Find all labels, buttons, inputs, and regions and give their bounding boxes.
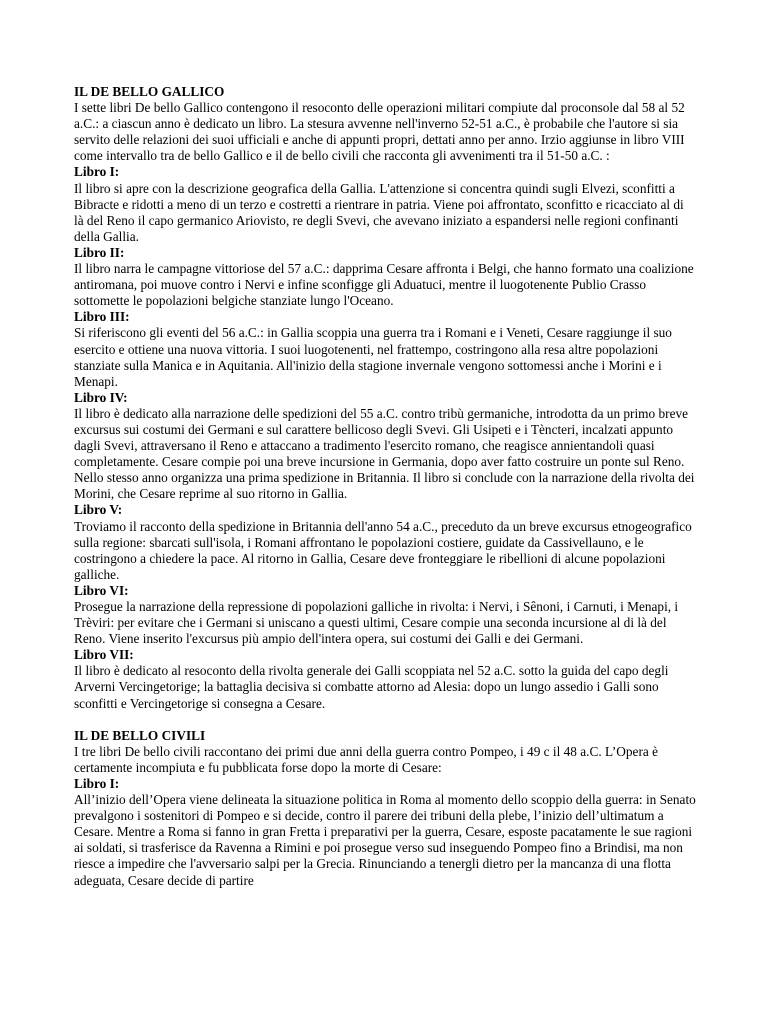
gallico-book-7-heading: Libro VII:	[74, 647, 134, 663]
document-page	[74, 84, 696, 889]
gallico-book-2-text: Il libro narra le campagne vittoriose del 57 a.C.: dapprima Cesare affronta i Belgi, che hanno formato una coalizione antiromana, poi muove contro i Nervi e infine sconfigge gli Aduatuci, mentre il luogotenente Publio Crasso sottomette le popolazioni belgiche stanziate lungo l'Oceano.	[74, 261, 694, 309]
gallico-book-7-text: Il libro è dedicato al resoconto della rivolta generale dei Galli scoppiata nel 52 a.C. sotto la guida del capo degli Arverni Vercingetorige; la battaglia decisiva si combatte attorno ad Alesia: dopo un lungo assedio i Galli sono sconfitti e Vercingetorige si consegna a Cesare.	[74, 663, 669, 711]
gallico-book-3-heading: Libro III:	[74, 309, 130, 325]
gallico-book-3-text: Si riferiscono gli eventi del 56 a.C.: in Gallia scoppia una guerra tra i Romani e i Veneti, Cesare raggiunge il suo esercito e ottiene una nuova vittoria. I suoi luogotenenti, nel frattempo, costringono alla resa altre popolazioni stanziate sulla Manica e in Aquitania. All'inizio della stagione invernale vengono sottomessi anche i Morini e i Menapi.	[74, 325, 672, 389]
gallico-book-2-heading: Libro II:	[74, 244, 125, 260]
section-title-civili: IL DE BELLO CIVILI	[74, 727, 206, 743]
section-title-gallico: IL DE BELLO GALLICO	[74, 84, 225, 99]
civili-book-1-text: All’inizio dell’Opera viene delineata la situazione politica in Roma al momento dello scoppio della guerra: in Senato prevalgono i sostenitori di Pompeo e si decide, contro il parere dei tribuni della plebe, l’inizio dell’ultimatum a Cesare. Mentre a Roma si fanno in gran Fretta i preparativi per la guerra, Cesare, esposte pacatamente le sue ragioni ai soldati, si trasferisce da Ravenna a Rimini e poi prosegue verso sud inseguendo Pompeo fino a Brindisi, ma non riesce a impedire che l'avversario salpi per la Grecia. Rinunciando a tenergli dietro per la mancanza di una flotta adeguata, Cesare decide di partire	[74, 792, 696, 888]
gallico-book-1-text: Il libro si apre con la descrizione geografica della Gallia. L'attenzione si concentra quindi sugli Elvezi, sconfitti a Bibracte e ridotti a meno di un terzo e costretti a rientrare in patria. Viene poi affrontato, sconfitto e ricacciato al di là del Reno il capo germanico Ariovisto, re degli Svevi, che avevano iniziato a espandersi nelle regioni confinanti della Gallia.	[74, 180, 684, 244]
civili-book-1-heading: Libro I:	[74, 775, 120, 791]
gallico-book-5-heading: Libro V:	[74, 502, 123, 518]
gallico-book-6-text: Prosegue la narrazione della repressione di popolazioni galliche in rivolta: i Nervi, i Sênoni, i Carnuti, i Menapi, i Trèviri: per evitare che i Germani si uniscano a questi ultimi, Cesare compie una seconda incursione al di là del Reno. Viene inserito l'excursus più ampio dell'intera opera, sui costumi dei Galli e dei Germani.	[74, 599, 679, 647]
section-spacer	[74, 712, 696, 728]
gallico-book-4-heading: Libro IV:	[74, 389, 128, 405]
gallico-book-1-heading: Libro I:	[74, 164, 120, 180]
gallico-book-4-text: Il libro è dedicato alla narrazione delle spedizioni del 55 a.C. contro tribù germaniche, introdotta da un primo breve excursus sui costumi dei Germani e sul carattere bellicoso degli Svevi. Gli Usipeti e i Tèncteri, incalzati appunto dagli Svevi, attraversano il Reno e attaccano a tradimento l'esercito romano, che reagisce annientandoli quasi completamente. Cesare compie poi una breve incursione in Germania, dopo aver fatto costruire un ponte sul Reno. Nello stesso anno organizza una prima spedizione in Britannia. Il libro si conclude con la narrazione della rivolta dei Morini, che Cesare reprime al suo ritorno in Gallia.	[74, 405, 695, 502]
gallico-book-5-text: Troviamo il racconto della spedizione in Britannia dell'anno 54 a.C., preceduto da un breve excursus etnogeografico sulla regione: sbarcati sull'isola, i Romani affrontano le popolazioni costiere, guidate da Cassivellauno, e le costringono a chiedere la pace. Al ritorno in Gallia, Cesare deve fronteggiare le ribellioni di alcune popolazioni galliche.	[74, 518, 692, 582]
civili-intro: I tre libri De bello civili raccontano dei primi due anni della guerra contro Pompeo, i 49 c il 48 a.C. L’Opera è certamente incompiuta e fu pubblicata forse dopo la morte di Cesare:	[74, 743, 659, 775]
gallico-intro: I sette libri De bello Gallico contengono il resoconto delle operazioni militari compiute dal proconsole dal 58 al 52 a.C.: a ciascun anno è dedicato un libro. La stesura avvenne nell'inverno 52-51 a.C., è probabile che l'autore si sia servito delle relazioni dei suoi ufficiali e anche di appunti propri, dettati anno per anno. Irzio aggiunse in libro VIII come intervallo tra de bello Gallico e il de bello civili che racconta gli avvenimenti tra il 51-50 a.C. :	[74, 100, 685, 164]
gallico-book-6-heading: Libro VI:	[74, 582, 129, 598]
